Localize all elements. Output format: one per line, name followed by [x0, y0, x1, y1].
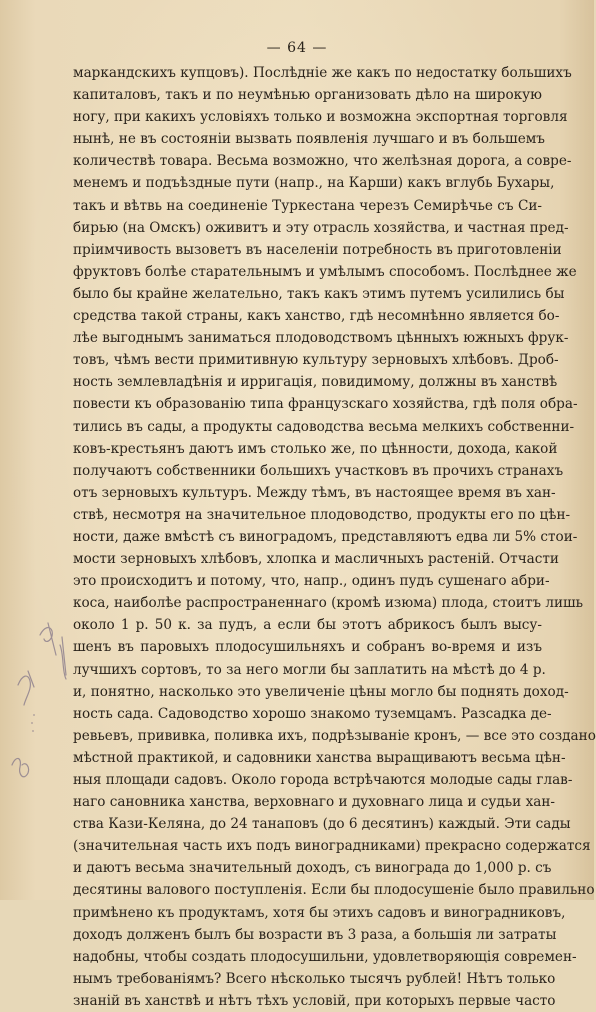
text-line: такъ и вѣтвь на соединенiе Туркестана черезъ Семирѣчье съ Си- [73, 197, 542, 214]
text-line: товъ, чѣмъ вести примитивную культуру зерновыхъ хлѣбовъ. Дроб- [73, 352, 559, 369]
text-line: около 1 р. 50 к. за пудъ, а если бы этотъ абрикосъ былъ высу- [73, 617, 542, 634]
text-line: количествѣ товара. Весьма возможно, что желѣзная дорога, а совре- [73, 153, 572, 170]
text-line: ствѣ, несмотря на значительное плодоводство, продукты его по цѣн- [73, 506, 571, 523]
text-line: маркандскихъ купцовъ). Послѣднiе же какъ по недостатку большихъ [73, 65, 572, 81]
text-line: ности, даже вмѣстѣ съ виноградомъ, представляютъ едва ли 5% стои- [73, 528, 578, 545]
text-line: доходъ долженъ былъ бы возрасти въ 3 раза, а большiя ли затраты [73, 926, 557, 943]
page-number: — 64 — [266, 40, 328, 56]
text-line: и даютъ весьма значительный доходъ, съ винограда до 1,000 р. съ [73, 860, 552, 877]
text-line: надобны, чтобы создать плодосушильни, удовлетворяющiя современ- [73, 948, 577, 965]
text-line: лучшихъ сортовъ, то за него могли бы заплатить на мѣстѣ до 4 р. [73, 661, 546, 678]
text-line: повести къ образованiю типа французскаго хозяйства, гдѣ поля обра- [73, 396, 578, 413]
text-line: десятины валового поступленiя. Если бы плодосушенiе было правильно [73, 882, 595, 899]
text-line: менемъ и подъѣздные пути (напр., на Карши) какъ вглубь Бухары, [73, 175, 555, 192]
pencil-scribble-icon [4, 615, 68, 815]
text-line: ногу, при какихъ условiяхъ только и возможна экспортная торговля [73, 109, 568, 126]
text-line: коса, наиболѣе распространеннаго (кромѣ изюма) плода, стоитъ лишь [73, 595, 584, 612]
text-line: нынѣ, не въ состоянiи вызвать появленiя лучшаго и въ большемъ [73, 131, 545, 148]
text-line: прiимчивость вызоветъ въ населенiи потребность въ приготовленiи [73, 241, 562, 258]
text-line: ность землевладѣнiя и ирригацiя, повидимому, должны въ ханствѣ [73, 374, 558, 391]
text-line: средства такой страны, какъ ханство, гдѣ несомнѣнно является бо- [73, 308, 560, 325]
text-line: ковъ-крестьянъ даютъ имъ столько же, по цѣнности, дохода, какой [73, 440, 558, 457]
text-line: это происходитъ и потому, что, напр., одинъ пудъ сушенаго абри- [73, 573, 550, 590]
text-line: знанiй въ ханствѣ и нѣтъ тѣхъ условiй, при которыхъ первые часто [73, 992, 556, 1009]
text-line: ность сада. Садоводство хорошо знакомо туземцамъ. Разсадка де- [73, 705, 552, 722]
body-text [73, 62, 596, 1012]
text-line: нымъ требованiямъ? Всего нѣсколько тысячъ рублей! Нѣтъ только [73, 970, 556, 987]
text-line: и, понятно, насколько это увеличенiе цѣны могло бы поднять доход- [73, 683, 569, 700]
text-line: ства Кази-Келяна, до 24 танаповъ (до 6 десятинъ) каждый. Эти сады [73, 816, 571, 833]
text-line: ревьевъ, прививка, поливка ихъ, подрѣзыванiе кронъ, — все это создано [73, 727, 596, 744]
text-line: получаютъ собственники большихъ участковъ въ прочихъ странахъ [73, 462, 564, 479]
text-line: фруктовъ болѣе старательнымъ и умѣлымъ способомъ. Послѣднее же [73, 263, 577, 280]
text-line: было бы крайне желательно, такъ какъ этимъ путемъ усилились бы [73, 285, 565, 302]
text-line: мости зерновыхъ хлѣбовъ, хлопка и масличныхъ растенiй. Отчасти [73, 551, 559, 568]
text-line: ныя площади садовъ. Около города встрѣчаются молодые сады глав- [73, 772, 573, 788]
text-line: наго сановника ханства, верховнаго и духовнаго лица и судьи хан- [73, 794, 555, 811]
text-line: (значительная часть ихъ подъ виноградниками) прекрасно содержатся [73, 838, 591, 855]
text-line: мѣстной практикой, и садовники ханства выращиваютъ весьма цѣн- [73, 749, 566, 766]
text-line: тились въ сады, а продукты садоводства весьма мелкихъ собственни- [73, 418, 575, 435]
text-line: отъ зерновыхъ культуръ. Между тѣмъ, въ настоящее время въ хан- [73, 484, 556, 501]
text-line: шенъ въ паровыхъ плодосушильняхъ и собранъ во-время и изъ [73, 639, 542, 656]
text-line: капиталовъ, такъ и по неумѣнью организовать дѣло на широкую [73, 87, 542, 104]
margin-pencil-marks [4, 615, 68, 815]
text-line: примѣнено къ продуктамъ, хотя бы этихъ садовъ и виноградниковъ, [73, 904, 566, 921]
text-line: лѣе выгоднымъ заниматься плодоводствомъ цѣнныхъ южныхъ фрук- [73, 330, 569, 347]
text-line: бирью (на Омскъ) оживитъ и эту отрасль хозяйства, и частная пред- [73, 219, 569, 236]
